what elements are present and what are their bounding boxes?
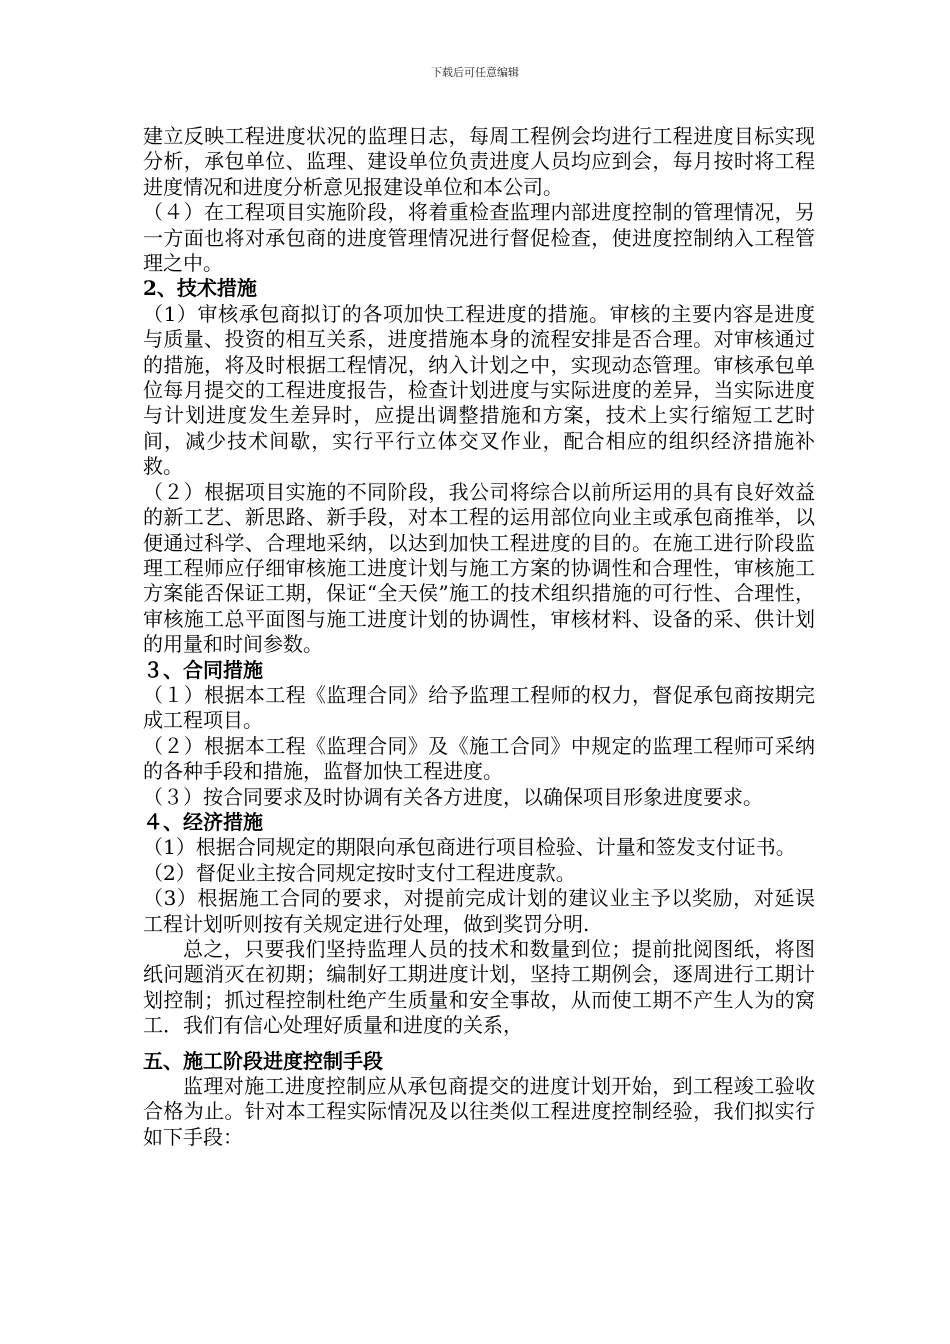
heading-technical-measures: 2、技术措施 (143, 276, 257, 301)
heading-economic-measures: ４、经济措施 (143, 809, 263, 834)
paragraph-summary: 总之，只要我们坚持监理人员的技术和数量到位；提前批阅图纸，将图纸问题消灭在初期；编制好工期进度计划，坚持工期例会，逐周进行工期计划控制；抓过程控制杜绝产生质量和安全事故，从而使工期不产生人为的窝工．我们有信心处理好质量和进度的关系， (143, 937, 815, 1038)
document-body (143, 124, 815, 1150)
paragraph-progress-log: 建立反映工程进度状况的监理日志，每周工程例会均进行工程进度目标实现分析，承包单位、监理、建设单位负责进度人员均应到会，每月按时将工程进度情况和进度分析意见报建设单位和本公司。 (143, 124, 815, 199)
download-note: 下载后可任意编辑 (431, 66, 519, 79)
paragraph-contract-1: （１）根据本工程《监理合同》给予监理工程师的权力，督促承包商按期完成工程项目。 (143, 682, 815, 733)
paragraph-technical-2: （２）根据项目实施的不同阶段，我公司将综合以前所运用的具有良好效益的新工艺、新思路、新手段，对本工程的运用部位向业主或承包商推举，以便通过科学、合理地采纳，以达到加快工程进度的目的。在施工进行阶段监理工程师应仔细审核施工进度计划与施工方案的协调性和合理性，审核施工方案能否保证工期，保证“全天侯”施工的技术组织措施的可行性、合理性，审核施工总平面图与施工进度计划的协调性，审核材料、设备的采、供计划的用量和时间参数。 (143, 479, 815, 657)
paragraph-contract-3: （３）按合同要求及时协调有关各方进度，以确保项目形象进度要求。 (143, 784, 763, 809)
paragraph-economic-3: （3）根据施工合同的要求，对提前完成计划的建议业主予以奖励，对延误工程计划听则按有关规定进行处理，做到奖罚分明. (143, 886, 815, 936)
paragraph-contract-2: （２）根据本工程《监理合同》及《施工合同》中规定的监理工程师可采纳的各种手段和措施，监督加快工程进度。 (143, 733, 815, 784)
heading-contract-measures: ３、合同措施 (143, 657, 263, 682)
paragraph-economic-1: （1）根据合同规定的期限向承包商进行项目检验、计量和签发支付证书。 (143, 835, 796, 860)
paragraph-economic-2: （2）督促业主按合同规定按时支付工程进度款。 (143, 860, 576, 885)
heading-section-five: 五、施工阶段进度控制手段 (143, 1048, 383, 1073)
paragraph-section-five-intro: 监理对施工进度控制应从承包商提交的进度计划开始，到工程竣工验收合格为止。针对本工程实际情况及以往类似工程进度控制经验，我们拟实行如下手段： (143, 1074, 815, 1149)
paragraph-technical-1: （1）审核承包商拟订的各项加快工程进度的措施。审核的主要内容是进度与质量、投资的相互关系，进度措施本身的流程安排是否合理。对审核通过的措施，将及时根据工程情况，纳入计划之中，实现动态管理。审核承包单位每月提交的工程进度报告，检查计划进度与实际进度的差异，当实际进度与计划进度发生差异时，应提出调整措施和方案，技术上实行缩短工艺时间，减少技术间歇，实行平行立体交叉作业，配合相应的组织经济措施补救。 (143, 301, 815, 479)
paragraph-item-4: （４）在工程项目实施阶段，将着重检查监理内部进度控制的管理情况，另一方面也将对承包商的进度管理情况进行督促检查，使进度控制纳入工程管理之中。 (143, 200, 815, 276)
